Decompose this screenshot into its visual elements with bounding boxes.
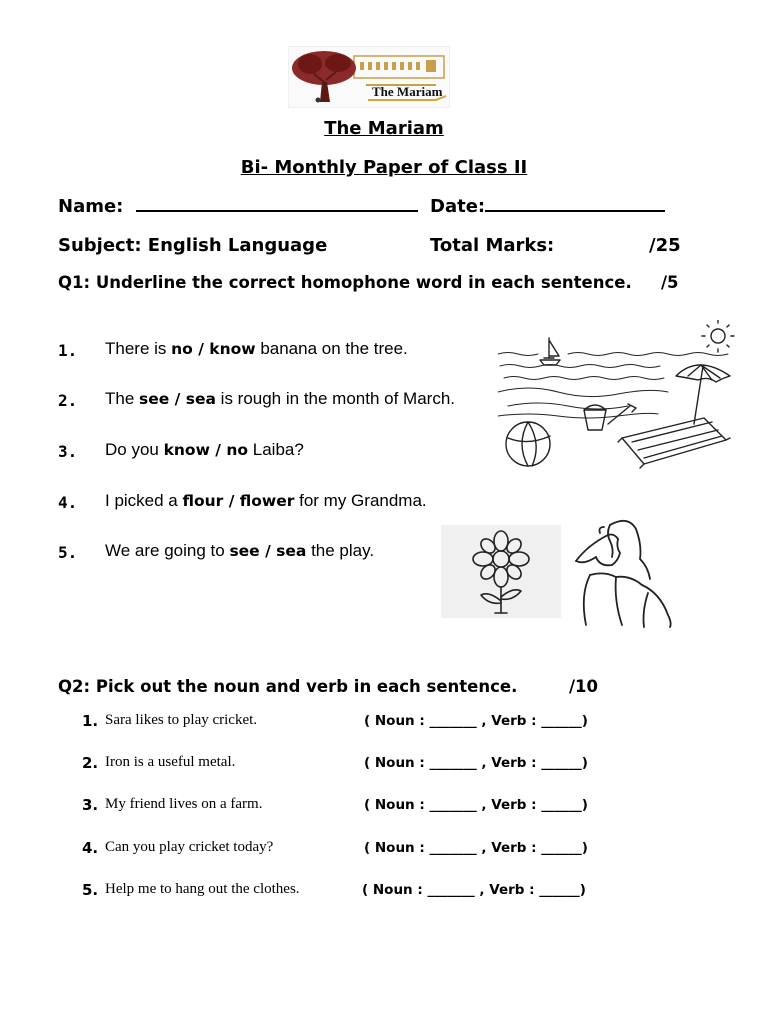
homophone-choice[interactable]: know / no [163, 441, 249, 459]
q1-marks: /5 [661, 273, 679, 292]
date-blank[interactable] [485, 196, 665, 212]
school-logo [288, 46, 450, 108]
q1-item-number: 4. [58, 493, 78, 512]
q1-item-3: Do you know / no Laiba? [105, 440, 304, 459]
subject-label: Subject: English Language [58, 235, 328, 256]
q2-item-number: 1. [82, 712, 99, 730]
noun-verb-answer-blank[interactable]: ( Noun : _______ , Verb : ______) [362, 882, 586, 898]
q1-item-4: I picked a flour / flower for my Grandma. [105, 491, 427, 510]
q2-item-4-sentence: Can you play cricket today? [105, 839, 274, 855]
sun-icon [702, 320, 734, 352]
q2-item-5-sentence: Help me to hang out the clothes. [105, 881, 300, 897]
q2-item-number: 4. [82, 839, 99, 857]
q2-label: Q2: [58, 677, 91, 696]
total-marks-label: Total Marks: [430, 235, 555, 256]
paper-title: Bi- Monthly Paper of Class II [240, 157, 528, 178]
beach-ball-icon [506, 422, 550, 466]
q1-instruction: Underline the correct homophone word in each sentence. [95, 273, 632, 292]
q1-label: Q1: [58, 273, 91, 292]
q2-item-number: 2. [82, 754, 99, 772]
noun-verb-answer-blank[interactable]: ( Noun : _______ , Verb : ______) [364, 713, 588, 729]
looking-person-illustration [570, 515, 680, 630]
homophone-choice[interactable]: flour / flower [182, 492, 295, 510]
homophone-choice[interactable]: no / know [171, 340, 256, 358]
q2-item-2-sentence: Iron is a useful metal. [105, 754, 236, 770]
q1-item-1: There is no / know banana on the tree. [105, 339, 408, 358]
q2-item-number: 5. [82, 881, 99, 899]
sailboat-icon [540, 338, 560, 365]
noun-verb-answer-blank[interactable]: ( Noun : _______ , Verb : ______) [364, 797, 588, 813]
homophone-choice[interactable]: see / sea [139, 390, 216, 408]
name-label: Name: [58, 196, 124, 217]
umbrella-icon [676, 365, 730, 424]
total-marks-value: /25 [649, 235, 681, 256]
flower-illustration [441, 525, 561, 618]
q2-marks: /10 [569, 677, 598, 696]
logo-text: The Mariam [372, 84, 443, 99]
q1-item-number: 5. [58, 543, 78, 562]
q1-item-5: We are going to see / sea the play. [105, 541, 375, 560]
q1-item-number: 3. [58, 442, 78, 461]
q2-item-1-sentence: Sara likes to play cricket. [105, 712, 258, 728]
homophone-choice[interactable]: see / sea [229, 542, 307, 560]
q1-item-number: 1. [58, 341, 78, 360]
q2-item-3-sentence: My friend lives on a farm. [105, 796, 263, 812]
name-blank[interactable] [136, 196, 418, 212]
beach-scene-illustration [498, 320, 748, 470]
q1-item-2: The see / sea is rough in the month of March. [105, 389, 455, 408]
noun-verb-answer-blank[interactable]: ( Noun : _______ , Verb : ______) [364, 755, 588, 771]
beach-towel-icon [618, 418, 730, 468]
q1-item-number: 2. [58, 391, 78, 410]
noun-verb-answer-blank[interactable]: ( Noun : _______ , Verb : ______) [364, 840, 588, 856]
q2-item-number: 3. [82, 796, 99, 814]
school-name: The Mariam [324, 118, 444, 139]
q2-instruction: Pick out the noun and verb in each sentence. [95, 677, 518, 696]
date-label: Date: [430, 196, 486, 217]
